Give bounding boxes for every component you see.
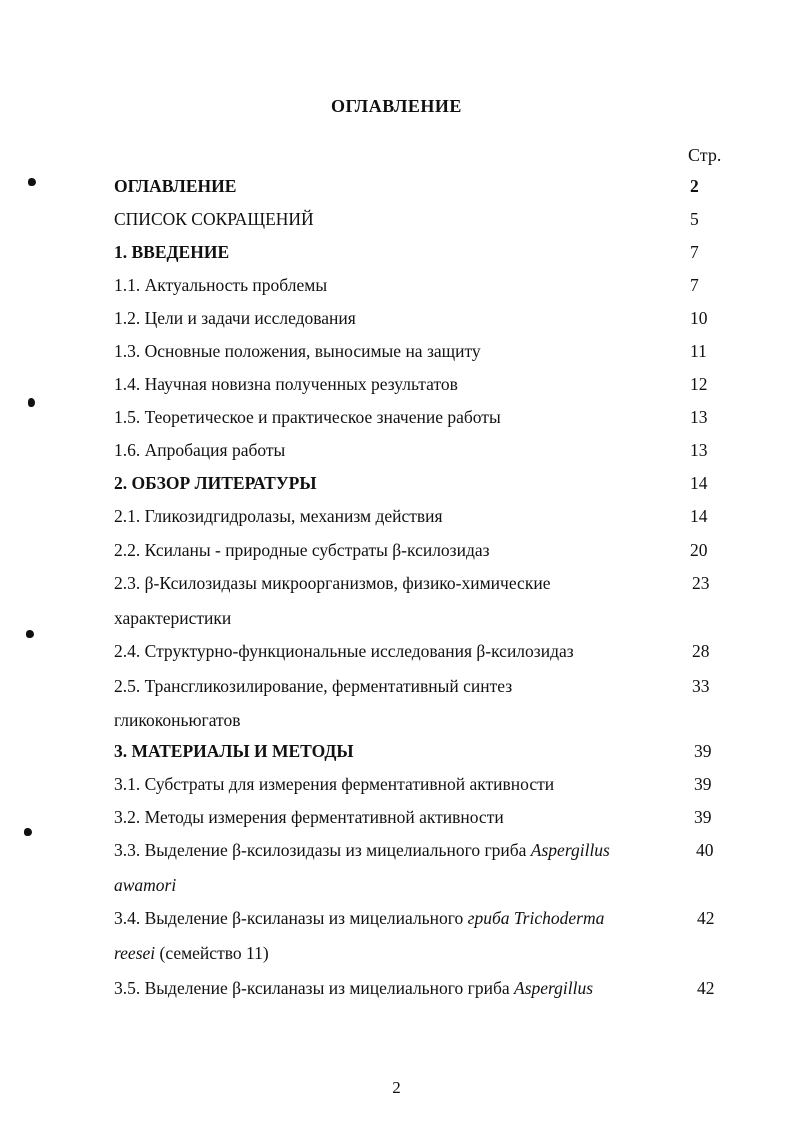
page-column-header: Стр. bbox=[688, 145, 722, 165]
toc-entry-title: 1.1. Актуальность проблемы bbox=[114, 275, 328, 295]
toc-entry-continuation: гликоконьюгатов bbox=[114, 710, 241, 730]
toc-entry bbox=[114, 902, 714, 935]
toc-entry-page: 11 bbox=[690, 341, 707, 361]
toc-entry bbox=[114, 302, 714, 335]
toc-entry-page: 42 bbox=[697, 978, 715, 998]
scan-mark bbox=[28, 398, 35, 407]
toc-entry-page: 12 bbox=[690, 374, 708, 394]
scan-mark bbox=[28, 178, 36, 186]
toc-entry bbox=[114, 368, 714, 401]
toc-entry-title: 1.2. Цели и задачи исследования bbox=[114, 308, 356, 328]
toc-entry-title: 2.1. Гликозидгидролазы, механизм действия bbox=[114, 506, 443, 526]
toc-entry-continuation bbox=[114, 937, 269, 970]
toc-entry bbox=[114, 467, 714, 500]
toc-entry-title: 3. МАТЕРИАЛЫ И МЕТОДЫ bbox=[114, 741, 354, 761]
toc-entry-title bbox=[114, 972, 674, 1005]
toc-entry-title: 2. ОБЗОР ЛИТЕРАТУРЫ bbox=[114, 473, 317, 493]
toc-entry-page: 40 bbox=[696, 840, 714, 860]
toc-entry-page: 23 bbox=[692, 573, 710, 593]
toc-entry-title-text: 3.5. Выделение β-ксиланазы из мицелиального гриба bbox=[114, 978, 514, 998]
toc-entry-continuation-italic: reesei bbox=[114, 943, 156, 963]
toc-entry-title: 1.5. Теоретическое и практическое значение работы bbox=[114, 407, 501, 427]
toc-entry-title bbox=[114, 834, 674, 867]
toc-entry-title-text: 3.4. Выделение β-ксиланазы из мицелиального bbox=[114, 908, 468, 928]
toc-entry bbox=[114, 567, 714, 600]
toc-entry-page: 13 bbox=[690, 407, 708, 427]
toc-entry-title: 1.3. Основные положения, выносимые на защиту bbox=[114, 341, 481, 361]
page-number: 2 bbox=[392, 1078, 401, 1097]
toc-entry-page: 14 bbox=[690, 506, 708, 526]
toc-entry-page: 7 bbox=[690, 275, 699, 295]
toc-entry-page: 28 bbox=[692, 641, 710, 661]
toc-entry bbox=[114, 500, 714, 533]
toc-entry bbox=[114, 834, 714, 867]
toc-entry-title-italic: гриба Trichoderma bbox=[467, 908, 605, 928]
toc-entry bbox=[114, 801, 714, 834]
toc-entry bbox=[114, 170, 714, 203]
toc-entry-page: 10 bbox=[690, 308, 708, 328]
toc-entry bbox=[114, 203, 714, 236]
toc-entry-page: 13 bbox=[690, 440, 708, 460]
toc-entry-page: 39 bbox=[694, 807, 712, 827]
toc-entry-continuation: характеристики bbox=[114, 608, 232, 628]
toc-entry-title: 3.2. Методы измерения ферментативной активности bbox=[114, 807, 504, 827]
scan-mark bbox=[26, 630, 34, 638]
toc-entry bbox=[114, 534, 714, 567]
toc-entry-title: 3.1. Субстраты для измерения ферментативной активности bbox=[114, 774, 555, 794]
toc-entry bbox=[114, 768, 714, 801]
document-title: ОГЛАВЛЕНИЕ bbox=[331, 96, 462, 116]
toc-entry-page: 14 bbox=[690, 473, 708, 493]
toc-entry bbox=[114, 670, 714, 703]
toc-entry-page: 5 bbox=[690, 209, 699, 229]
toc-entry-title: 2.2. Ксиланы - природные субстраты β-ксилозидаз bbox=[114, 540, 490, 560]
toc-entry-continuation-text: (семейство 11) bbox=[155, 943, 269, 963]
toc-entry-title-italic: Aspergillus bbox=[530, 840, 610, 860]
toc-entry-title: 1.4. Научная новизна полученных результатов bbox=[114, 374, 458, 394]
toc-entry-title: 2.4. Структурно-функциональные исследования β-ксилозидаз bbox=[114, 641, 574, 661]
toc-entry bbox=[114, 735, 714, 768]
toc-entry-title: 1. ВВЕДЕНИЕ bbox=[114, 242, 230, 262]
toc-entry bbox=[114, 434, 714, 467]
toc-entry bbox=[114, 635, 714, 668]
toc-entry-page: 20 bbox=[690, 540, 708, 560]
toc-entry bbox=[114, 401, 714, 434]
toc-entry-title: 2.5. Трансгликозилирование, ферментативный синтез bbox=[114, 676, 513, 696]
toc-entry-page: 2 bbox=[690, 176, 699, 196]
toc-entry bbox=[114, 269, 714, 302]
toc-entry-page: 39 bbox=[694, 774, 712, 794]
scan-mark bbox=[24, 828, 32, 836]
toc-entry-continuation: awamori bbox=[114, 875, 177, 895]
toc-entry-title: 1.6. Апробация работы bbox=[114, 440, 286, 460]
toc-entry-page: 7 bbox=[690, 242, 699, 262]
toc-entry-page: 42 bbox=[697, 908, 715, 928]
toc-entry-page: 33 bbox=[692, 676, 710, 696]
toc-entry-title: ОГЛАВЛЕНИЕ bbox=[114, 176, 237, 196]
toc-entry-title-text: 3.3. Выделение β-ксилозидазы из мицелиального гриба bbox=[114, 840, 531, 860]
toc-entry bbox=[114, 236, 714, 269]
toc-entry bbox=[114, 335, 714, 368]
toc-entry bbox=[114, 972, 714, 1005]
toc-entry-title: 2.3. β-Ксилозидазы микроорганизмов, физико-химические bbox=[114, 573, 551, 593]
toc-entry-page: 39 bbox=[694, 741, 712, 761]
toc-entry-title: СПИСОК СОКРАЩЕНИЙ bbox=[114, 209, 314, 229]
toc-entry-title bbox=[114, 902, 674, 935]
toc-entry-title-italic: Aspergillus bbox=[514, 978, 594, 998]
